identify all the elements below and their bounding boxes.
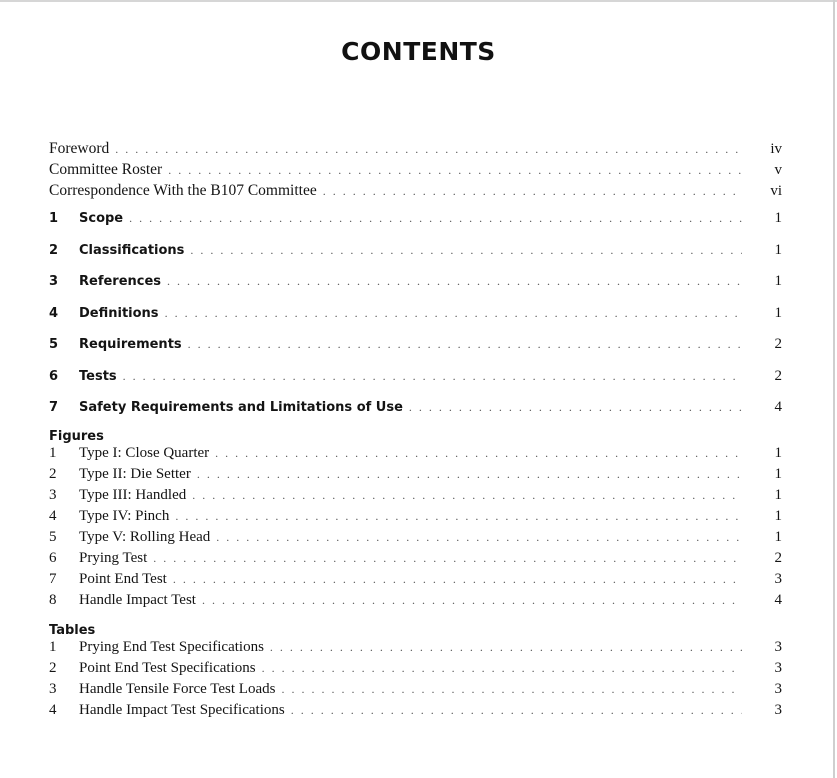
entry-label: Point End Test: [79, 570, 167, 587]
toc-entry-figure[interactable]: [49, 466, 782, 487]
entry-label: Handle Tensile Force Test Loads: [79, 680, 276, 697]
toc-entry-figure[interactable]: [49, 550, 782, 571]
entry-number: 8: [49, 591, 57, 608]
toc-entry-front-matter[interactable]: [49, 140, 782, 161]
entry-label: Tests: [79, 368, 117, 384]
tables-list: [49, 639, 782, 723]
toc-entry-table[interactable]: [49, 702, 782, 723]
entry-label: Type II: Die Setter: [79, 465, 191, 482]
toc-entry-front-matter[interactable]: [49, 182, 782, 203]
page-title: CONTENTS: [341, 37, 496, 66]
entry-page-number: 4: [774, 591, 782, 608]
dot-leader: [202, 593, 742, 608]
dot-leader: [192, 488, 742, 503]
tables-heading: Tables: [49, 622, 96, 638]
entry-number: 3: [49, 274, 59, 290]
entry-label: Type III: Handled: [79, 486, 187, 503]
dot-leader: [190, 243, 742, 258]
entry-label: References: [79, 274, 162, 290]
entry-page-number: 1: [774, 507, 782, 524]
dot-leader: [123, 369, 742, 384]
entry-label: Correspondence With the B107 Committee: [49, 182, 317, 199]
entry-number: 3: [49, 486, 57, 503]
entry-number: 2: [49, 242, 59, 258]
dot-leader: [165, 306, 742, 321]
entry-number: 7: [49, 570, 57, 587]
entry-number: 7: [49, 400, 59, 416]
toc-entry-section[interactable]: [49, 298, 782, 330]
toc-entry-figure[interactable]: [49, 571, 782, 592]
dot-leader: [173, 572, 742, 587]
entry-label: Prying End Test Specifications: [79, 638, 264, 655]
entry-page-number: 1: [774, 241, 782, 258]
figures-heading: Figures: [49, 428, 104, 444]
toc-entry-table[interactable]: [49, 639, 782, 660]
entry-page-number: 3: [774, 680, 782, 697]
toc-entry-figure[interactable]: [49, 508, 782, 529]
entry-label: Type IV: Pinch: [79, 507, 170, 524]
entry-number: 4: [49, 305, 59, 321]
dot-leader: [409, 400, 742, 415]
table-of-contents: [49, 140, 782, 723]
page-top-border: [0, 0, 837, 2]
entry-page-number: 2: [774, 336, 782, 353]
dot-leader: [281, 682, 742, 697]
toc-entry-front-matter[interactable]: [49, 161, 782, 182]
toc-entry-figure[interactable]: [49, 487, 782, 508]
entry-number: 6: [49, 549, 57, 566]
front-matter-list: [49, 140, 782, 203]
toc-entry-section[interactable]: [49, 203, 782, 235]
entry-page-number: 1: [774, 304, 782, 321]
entry-number: 1: [49, 638, 57, 655]
entry-label: Definitions: [79, 305, 159, 321]
entry-label: Handle Impact Test: [79, 591, 196, 608]
dot-leader: [167, 274, 742, 289]
entry-label: Foreword: [49, 140, 110, 157]
entry-label: Committee Roster: [49, 161, 163, 178]
entry-page-number: 1: [774, 528, 782, 545]
entry-number: 5: [49, 337, 59, 353]
toc-entry-section[interactable]: [49, 266, 782, 298]
entry-number: 4: [49, 701, 57, 718]
entry-number: 1: [49, 211, 59, 227]
dot-leader: [188, 337, 742, 352]
entry-page-number: 4: [774, 399, 782, 416]
entry-page-number: vi: [770, 183, 782, 199]
entry-page-number: 1: [774, 273, 782, 290]
toc-entry-section[interactable]: [49, 235, 782, 267]
entry-label: Requirements: [79, 337, 182, 353]
entry-page-number: 3: [774, 570, 782, 587]
entry-number: 3: [49, 680, 57, 697]
toc-entry-section[interactable]: [49, 329, 782, 361]
entry-page-number: 3: [774, 659, 782, 676]
entry-label: Handle Impact Test Specifications: [79, 701, 285, 718]
entry-page-number: 2: [774, 367, 782, 384]
entry-number: 1: [49, 444, 57, 461]
entry-page-number: 1: [774, 486, 782, 503]
dot-leader: [197, 467, 742, 482]
entry-page-number: 1: [774, 465, 782, 482]
toc-entry-section[interactable]: [49, 361, 782, 393]
entry-label: Scope: [79, 211, 124, 227]
toc-entry-table[interactable]: [49, 660, 782, 681]
entry-label: Point End Test Specifications: [79, 659, 256, 676]
dot-leader: [175, 509, 742, 524]
dot-leader: [115, 142, 742, 157]
toc-entry-section[interactable]: [49, 392, 782, 424]
entry-label: Prying Test: [79, 549, 148, 566]
entry-page-number: 1: [774, 444, 782, 461]
entry-page-number: 3: [774, 701, 782, 718]
entry-number: 2: [49, 465, 57, 482]
dot-leader: [291, 703, 742, 718]
entry-page-number: v: [774, 162, 782, 178]
dot-leader: [215, 446, 742, 461]
sections-list: [49, 203, 782, 424]
dot-leader: [216, 530, 742, 545]
dot-leader: [168, 163, 742, 178]
entry-number: 5: [49, 528, 57, 545]
dot-leader: [153, 551, 742, 566]
dot-leader: [270, 640, 742, 655]
entry-page-number: iv: [770, 141, 782, 157]
entry-label: Type I: Close Quarter: [79, 444, 210, 461]
toc-entry-table[interactable]: [49, 681, 782, 702]
entry-number: 6: [49, 368, 59, 384]
dot-leader: [262, 661, 742, 676]
entry-number: 4: [49, 507, 57, 524]
toc-entry-figure[interactable]: [49, 445, 782, 466]
entry-page-number: 2: [774, 549, 782, 566]
entry-number: 2: [49, 659, 57, 676]
dot-leader: [129, 211, 742, 226]
entry-page-number: 1: [774, 210, 782, 227]
entry-label: Type V: Rolling Head: [79, 528, 211, 545]
toc-entry-figure[interactable]: [49, 592, 782, 613]
entry-page-number: 3: [774, 638, 782, 655]
page-right-border: [833, 0, 835, 778]
figures-list: [49, 445, 782, 613]
entry-label: Classifications: [79, 242, 185, 258]
entry-label: Safety Requirements and Limitations of Use: [79, 400, 403, 416]
toc-entry-figure[interactable]: [49, 529, 782, 550]
dot-leader: [323, 184, 742, 199]
